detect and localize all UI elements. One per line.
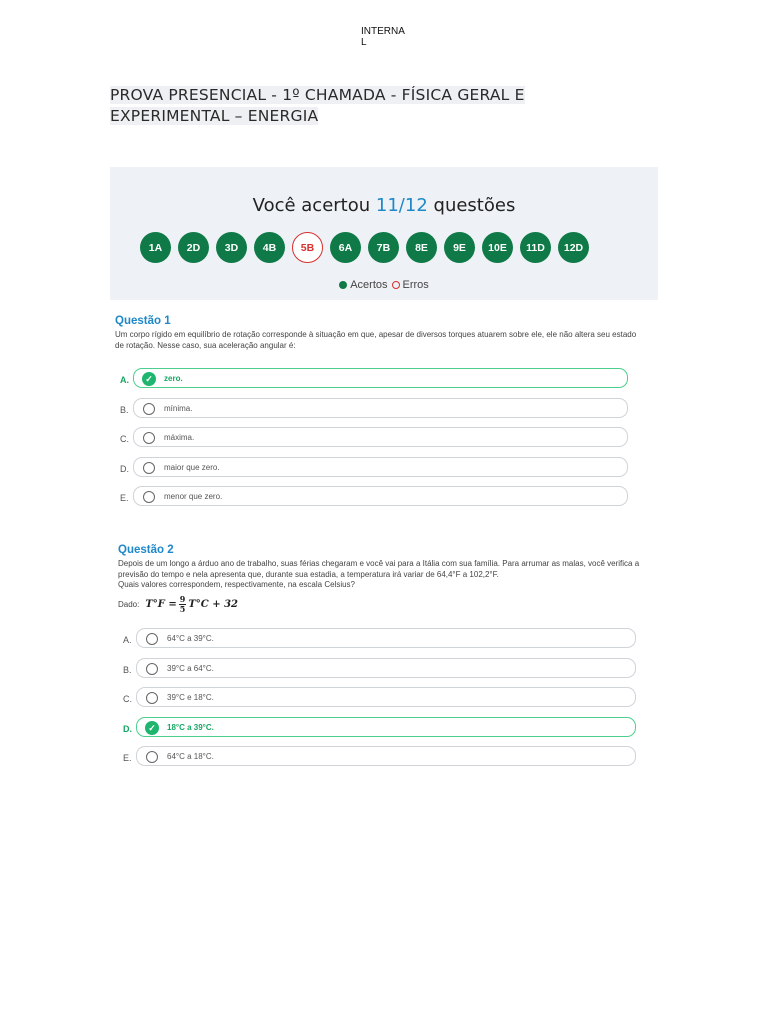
- formula-numerator: 9: [179, 593, 186, 604]
- option-box[interactable]: [136, 687, 636, 707]
- question-2-text-2: Quais valores correspondem, respectivamente, na escala Celsius?: [118, 580, 356, 589]
- question-2: [118, 544, 640, 614]
- option-letter: B.: [120, 404, 129, 415]
- score-heading: [110, 195, 658, 216]
- question-bubbles: [140, 232, 589, 263]
- legend-wrong-label: Erros: [402, 279, 429, 291]
- formula-rhs: T°C + 32: [188, 598, 239, 610]
- check-circle-icon: ✓: [142, 372, 156, 386]
- internal-classification-label: INTERNAL: [361, 26, 405, 48]
- option-text: maior que zero.: [164, 462, 220, 472]
- formula-fraction: [179, 595, 187, 614]
- score-prefix: Você acertou: [252, 195, 371, 216]
- option-letter: C.: [123, 694, 132, 704]
- option-box[interactable]: [133, 368, 628, 388]
- question-bubble-11[interactable]: 11D: [520, 232, 551, 263]
- option-letter: A.: [120, 375, 129, 385]
- option-box[interactable]: [133, 486, 628, 506]
- option-text: 39°C a 64°C.: [167, 663, 214, 673]
- option-text: 64°C a 18°C.: [167, 752, 214, 761]
- radio-circle-icon: [143, 491, 155, 503]
- question-2-given: [118, 595, 640, 614]
- option-text: 39°C e 18°C.: [167, 693, 214, 702]
- option-box[interactable]: [136, 658, 636, 678]
- radio-circle-icon: [146, 692, 158, 704]
- question-bubble-7[interactable]: 7B: [368, 232, 399, 263]
- option-letter: D.: [120, 463, 129, 474]
- option-text: mínima.: [164, 403, 193, 413]
- question-bubble-6[interactable]: 6A: [330, 232, 361, 263]
- given-label: Dado:: [118, 599, 140, 609]
- option-letter: E.: [123, 753, 132, 763]
- option-text: zero.: [164, 374, 183, 383]
- option-box[interactable]: [136, 746, 636, 766]
- option-text: máxima.: [164, 433, 195, 442]
- option-letter: E.: [120, 493, 129, 503]
- option-box[interactable]: [136, 628, 636, 648]
- question-bubble-8[interactable]: 8E: [406, 232, 437, 263]
- radio-circle-icon: [143, 432, 155, 444]
- question-bubble-4[interactable]: 4B: [254, 232, 285, 263]
- radio-circle-icon: [146, 663, 158, 675]
- question-1: [115, 315, 645, 351]
- radio-circle-icon: [143, 403, 155, 415]
- option-text: 18°C a 39°C.: [167, 722, 214, 732]
- check-circle-icon: ✓: [145, 721, 159, 735]
- option-letter: A.: [123, 635, 132, 645]
- score-value: 11/12: [375, 195, 428, 216]
- formula-denominator: 5: [179, 603, 186, 614]
- formula-lhs: T°F =: [145, 598, 177, 610]
- legend-correct-label: Acertos: [350, 279, 388, 291]
- option-box[interactable]: [136, 717, 636, 737]
- correct-dot-icon: [339, 281, 347, 289]
- score-panel: [110, 167, 658, 300]
- question-bubble-3[interactable]: 3D: [216, 232, 247, 263]
- question-1-text: Um corpo rígido em equilíbrio de rotação corresponde à situação em que, apesar de diversos torques atuarem sobre ele, ele não altera seu estado de rotação. Nesse caso, sua aceleração angular é:: [115, 330, 637, 350]
- question-bubble-10[interactable]: 10E: [482, 232, 513, 263]
- option-letter: B.: [123, 664, 132, 675]
- document-title: [110, 85, 580, 127]
- question-bubble-12[interactable]: 12D: [558, 232, 589, 263]
- radio-circle-icon: [146, 751, 158, 763]
- question-1-title: Questão 1: [115, 315, 171, 327]
- radio-circle-icon: [146, 633, 158, 645]
- option-letter: D.: [123, 723, 132, 734]
- conversion-formula: [145, 595, 238, 614]
- wrong-ring-icon: [392, 281, 400, 289]
- option-text: menor que zero.: [164, 492, 223, 501]
- option-box[interactable]: [133, 457, 628, 477]
- radio-circle-icon: [143, 462, 155, 474]
- option-letter: C.: [120, 434, 129, 444]
- option-box[interactable]: [133, 427, 628, 447]
- question-2-title: Questão 2: [118, 544, 174, 556]
- question-bubble-1[interactable]: 1A: [140, 232, 171, 263]
- question-bubble-9[interactable]: 9E: [444, 232, 475, 263]
- option-text: 64°C a 39°C.: [167, 634, 214, 643]
- question-bubble-2[interactable]: 2D: [178, 232, 209, 263]
- question-bubble-5[interactable]: 5B: [292, 232, 323, 263]
- document-title-text: PROVA PRESENCIAL - 1º CHAMADA - FÍSICA GERAL E EXPERIMENTAL – ENERGIA: [110, 86, 525, 125]
- score-legend: [110, 279, 658, 291]
- score-suffix: questões: [433, 195, 516, 216]
- option-box[interactable]: [133, 398, 628, 418]
- question-2-text: Depois de um longo a árduo ano de trabalho, suas férias chegaram e você vai para a Itália com sua família. Para arrumar as malas, você verifica a previsão do tempo e nela apresenta que, durante sua estadia, a temperatura irá variar de 64,4°F a 102,2°F.: [118, 559, 640, 579]
